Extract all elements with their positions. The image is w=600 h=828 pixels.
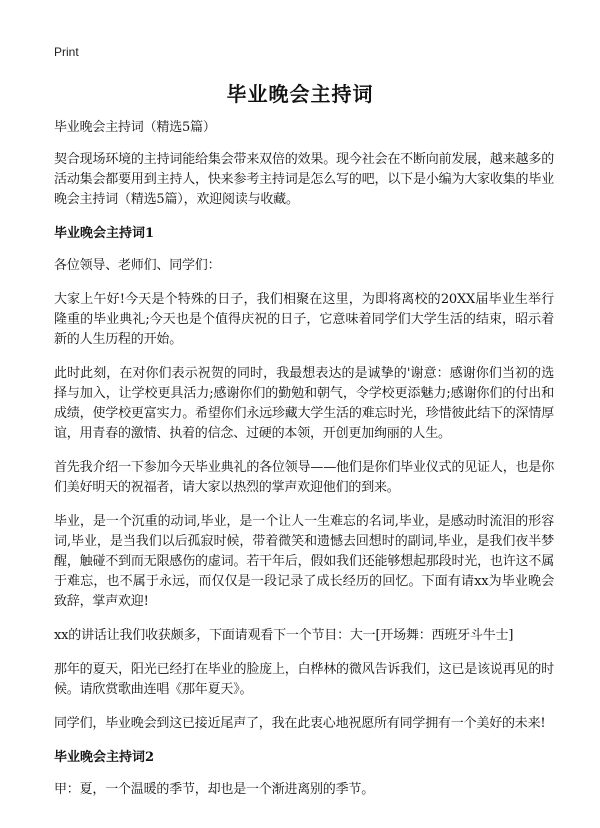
section1-paragraph-5: 毕业，是一个沉重的动词,毕业，是一个让人一生难忘的名词,毕业，是感动时流泪的形容词,毕业，是当我们以后孤寂时候，带着微笑和遗憾去回想时的副词,毕业，是我们夜半梦醒，触碰不到而无限感伤的虚词。若干年后，假如我们还能够想起那段时光，也许这不属于难忘，也不属于永远，而仅仅是一段记录了成长经历的回忆。下面有请xx为毕业晚会致辞，掌声欢迎! xyxy=(54,514,554,609)
section1-paragraph-3: 此时此刻，在对你们表示祝贺的同时，我最想表达的是诚挚的'谢意：感谢你们当初的选择与加入，让学校更具活力;感谢你们的勤勉和朝气，令学校更添魅力;感谢你们的付出和成绩，使学校更富实力。希望你们永远珍藏大学生活的难忘时光，珍惜彼此结下的深情厚谊，用青春的激情、执着的信念、过硬的本领，开创更加绚丽的人生。 xyxy=(54,366,554,441)
section-heading-1: 毕业晚会主持词1 xyxy=(54,226,155,241)
section-heading-2: 毕业晚会主持词2 xyxy=(54,750,155,765)
subtitle: 毕业晚会主持词（精选5篇） xyxy=(54,120,216,135)
section1-paragraph-8: 同学们，毕业晚会到这已接近尾声了，我在此衷心地祝愿所有同学拥有一个美好的未来! xyxy=(54,716,546,731)
document-body xyxy=(54,118,554,814)
section1-paragraph-2: 大家上午好!今天是个特殊的日子，我们相聚在这里，为即将离校的20XX届毕业生举行隆重的毕业典礼;今天也是个值得庆祝的日子，它意味着同学们大学生活的结束，昭示着新的人生历程的开始。 xyxy=(54,292,554,347)
section1-paragraph-7: 那年的夏天，阳光已经打在毕业的脸庞上，白桦林的微风告诉我们，这已是该说再见的时候。请欣赏歌曲连唱《那年夏天》。 xyxy=(54,662,554,697)
section1-paragraph-1: 各位领导、老师们、同学们： xyxy=(54,258,221,273)
section1-paragraph-4: 首先我介绍一下参加今天毕业典礼的各位领导——他们是你们毕业仪式的见证人，也是你们美好明天的祝福者，请大家以热烈的掌声欢迎他们的到来。 xyxy=(54,460,554,495)
section2-paragraph-1: 甲：夏，一个温暖的季节，却也是一个渐进离别的季节。 xyxy=(54,782,375,797)
page-title: 毕业晚会主持词 xyxy=(226,82,374,106)
print-label: Print xyxy=(54,45,79,59)
intro-paragraph: 契合现场环境的主持词能给集会带来双倍的效果。现今社会在不断向前发展，越来越多的活动集会都要用到主持人，快来参考主持词是怎么写的吧，以下是小编为大家收集的毕业晚会主持词（精选5篇），欢迎阅读与收藏。 xyxy=(54,152,554,207)
section1-paragraph-6: xx的讲话让我们收获颇多，下面请观看下一个节目：大一[开场舞：西班牙斗牛士] xyxy=(54,628,514,643)
